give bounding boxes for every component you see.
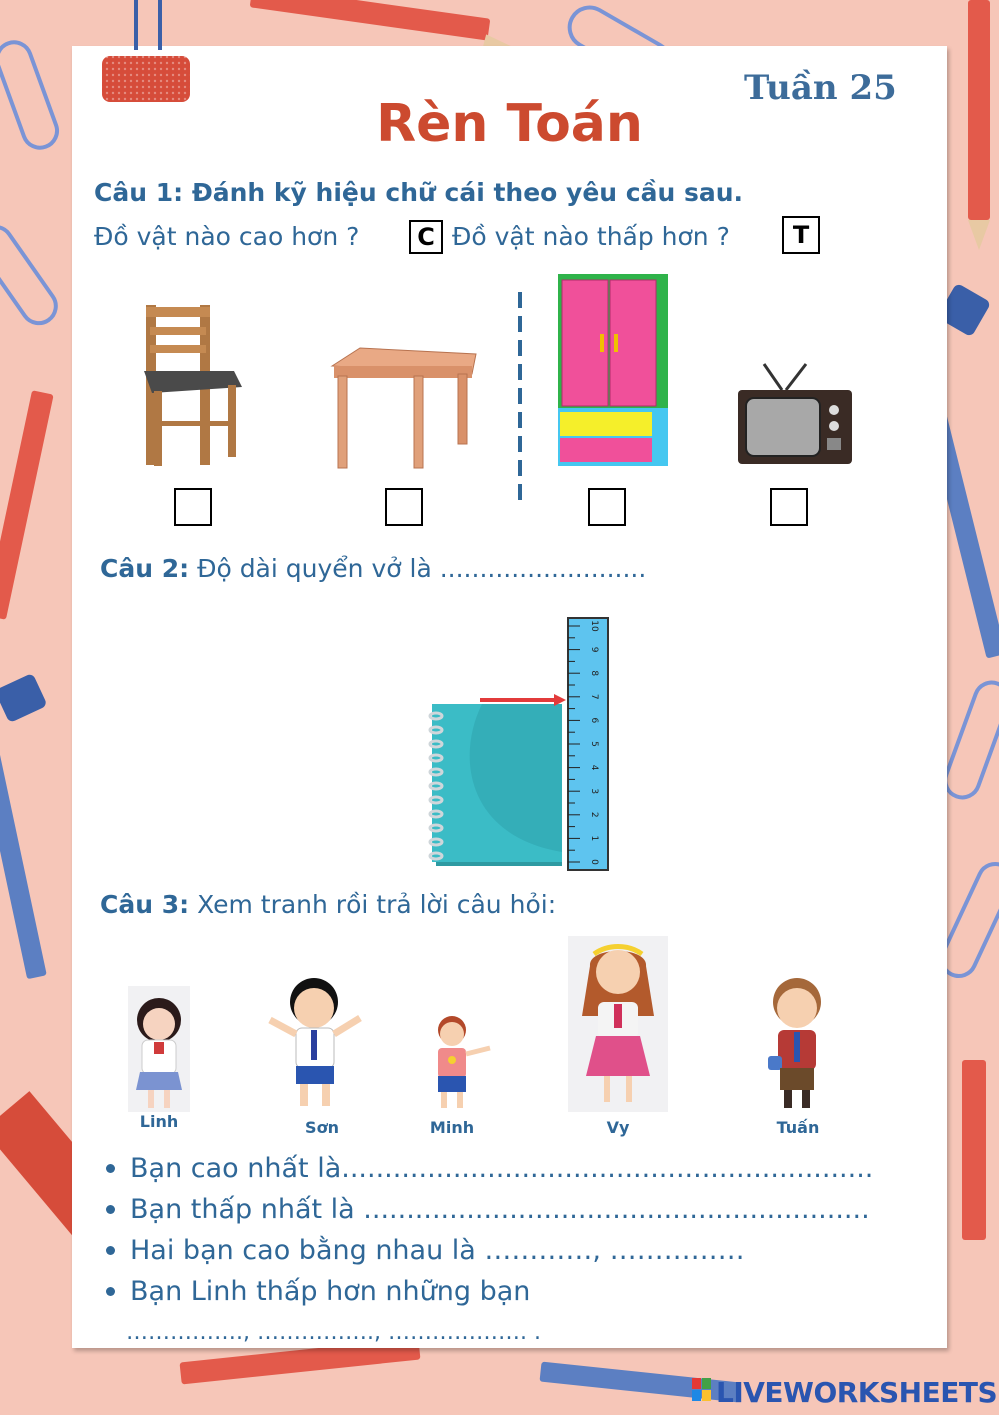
q1-prompt-shorter: Đồ vật nào thấp hơn ?	[452, 222, 730, 251]
answer-box-tv[interactable]	[770, 488, 808, 526]
kid-name-son: Sơn	[305, 1118, 339, 1137]
ruler-number: 4	[589, 764, 599, 771]
ruler-number: 7	[589, 693, 599, 700]
kid-linh-illustration	[128, 986, 190, 1112]
answer-box-chair[interactable]	[174, 488, 212, 526]
answer-box-wardrobe[interactable]	[588, 488, 626, 526]
list-item	[102, 1271, 873, 1312]
question-tallest[interactable]: Bạn cao nhất là..............................................................	[130, 1153, 874, 1184]
chair-icon	[134, 301, 244, 471]
ruler-number: 10	[589, 620, 599, 632]
list-item	[102, 1148, 873, 1189]
pencil-icon	[962, 1060, 986, 1240]
worksheet	[72, 46, 947, 1348]
ruler-number: 1	[589, 835, 599, 842]
question-linh-shorter: Bạn Linh thấp hơn những bạn	[130, 1276, 531, 1307]
key-box-shorter: T	[782, 216, 820, 254]
question-linh-shorter-blanks[interactable]: ……………., ……………., ………………. .	[126, 1320, 541, 1345]
binder-clip-icon	[98, 0, 198, 106]
kid-name-tuan: Tuấn	[776, 1118, 820, 1137]
answer-box-table[interactable]	[385, 488, 423, 526]
kid-vy-illustration	[568, 936, 668, 1112]
q2-label: Câu 2:	[100, 554, 190, 583]
kid-minh-illustration	[428, 1014, 494, 1112]
kid-tuan-illustration	[760, 976, 834, 1112]
ruler-number: 2	[589, 811, 599, 818]
q3-question-list	[102, 1148, 873, 1353]
question-shortest[interactable]: Bạn thấp nhất là ...........................................................	[130, 1194, 870, 1225]
key-box-taller: C	[409, 220, 443, 254]
kid-name-linh: Linh	[139, 1112, 179, 1131]
ruler-number: 3	[589, 788, 599, 795]
page-title: Rèn Toán	[376, 94, 643, 154]
ruler-number: 6	[589, 717, 599, 724]
q1-prompt-taller: Đồ vật nào cao hơn ?	[94, 222, 360, 251]
list-item	[102, 1230, 873, 1271]
q2-text: Độ dài quyển vở là ..........................	[197, 554, 647, 583]
divider	[516, 292, 524, 508]
ruler-number: 8	[589, 670, 599, 677]
liveworksheets-logo-icon	[692, 1378, 712, 1402]
table-icon	[330, 346, 480, 471]
kid-name-vy: Vy	[606, 1118, 630, 1137]
pencil-icon	[968, 0, 990, 250]
list-item	[102, 1189, 873, 1230]
wardrobe-icon	[556, 272, 672, 470]
ruler-number: 0	[589, 859, 599, 865]
tv-icon	[734, 362, 854, 468]
q3-label: Câu 3:	[100, 890, 190, 919]
kid-name-minh: Minh	[429, 1118, 475, 1137]
pencil-icon	[0, 721, 47, 979]
pencil-icon	[0, 390, 54, 620]
q3-text: Xem tranh rồi trả lời câu hỏi:	[197, 890, 557, 919]
week-label: Tuần 25	[744, 68, 897, 108]
brand-name[interactable]: LIVEWORKSHEETS	[716, 1376, 998, 1409]
question-same-height[interactable]: Hai bạn cao bằng nhau là …………, ……………	[130, 1235, 745, 1266]
ruler-number: 9	[589, 646, 599, 653]
ruler-number: 5	[589, 741, 599, 747]
notebook-ruler-illustration	[426, 616, 616, 874]
kid-son-illustration	[266, 974, 366, 1112]
q1-heading: Câu 1: Đánh kỹ hiệu chữ cái theo yêu cầu sau.	[94, 178, 744, 207]
